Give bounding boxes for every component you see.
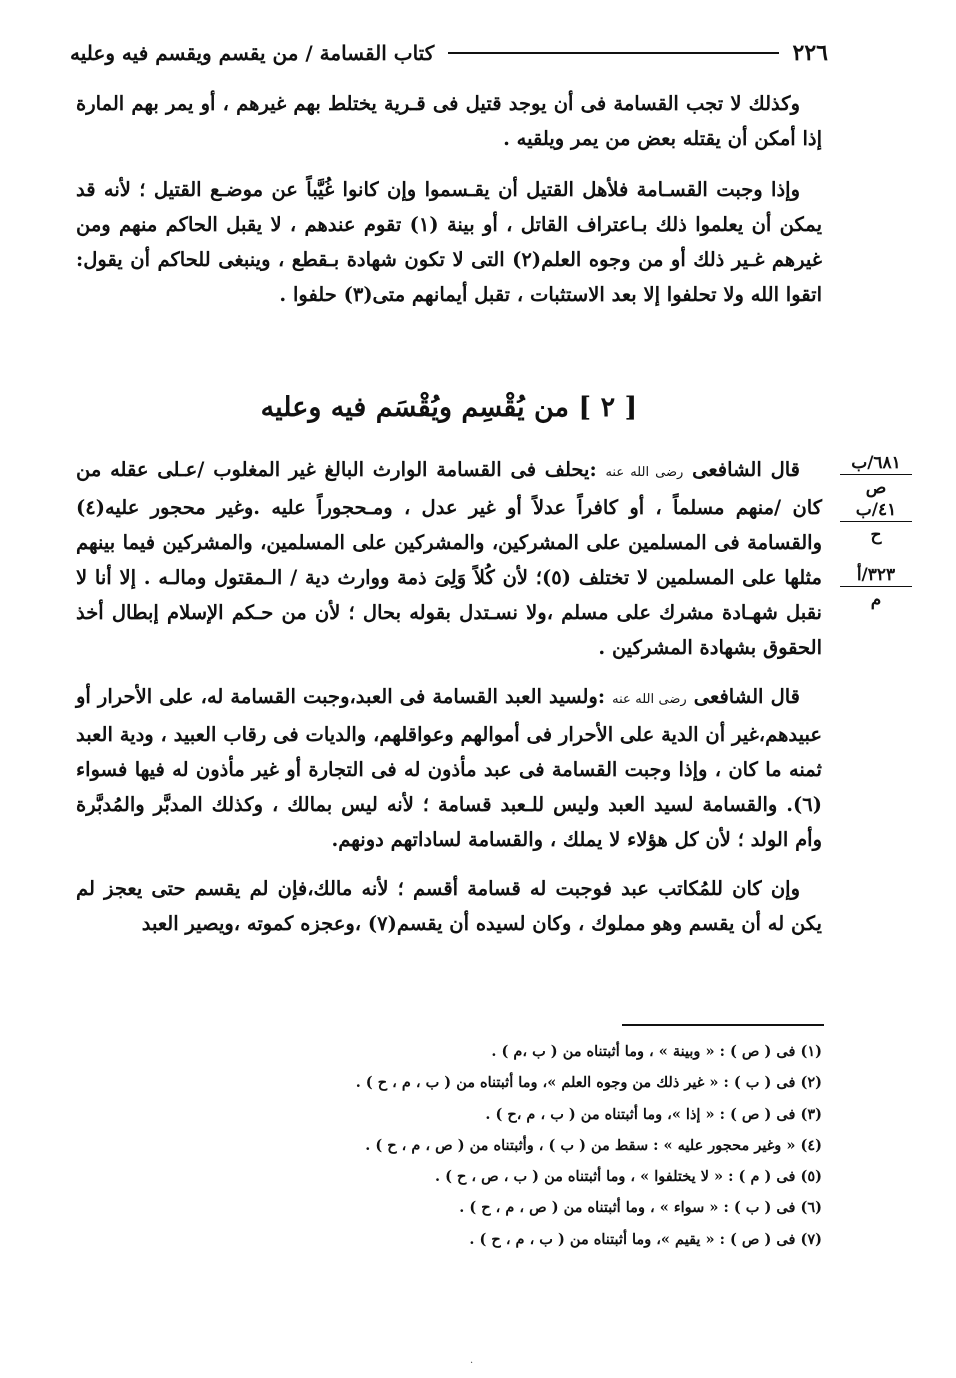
paragraph [76,679,822,857]
section-title: [ ٢ ] من يُقْسِم ويُقْسَم فيه وعليه [260,392,638,423]
speaker-label: قال الشافعى [692,458,800,481]
margin-ref: ٣٢٣/أ [840,564,912,587]
paragraph-text: :ولسيد العبد القسامة فى العبد،وجبت القسامة له، على الأحرار أو عبيدهم،غير أن الدية على الأحرار فى أموالهم وعواقلهم، والديات فى رقاب العبيد ، ودية العبد ثمنه ما كان ، وإذا وجبت القسامة فى عبد مأذون له فى التجارة أو غير مأذون له فيها فسواء (٦). والقسامة لسيد العبد وليس للـعبد قسامة ؛ لأنه ليس بمالك ، وكذلك المدبَّر والمُدبَّرة وأم الولد ؛ لأن كل هؤلاء لا يملك ، والقسامة لساداتهم دونهم. [76,685,822,851]
page-header [70,36,828,70]
footnote: (٦) فى ( ب ) : « سواء » ، وما أثبتناه من ( ص ، م ، ح ) . [459,1199,822,1217]
margin-ref: ٦٨١/ب [840,452,912,475]
paragraph: وكذلك لا تجب القسامة فى أن يوجد قتيل فى قـرية يختلط بهم غيرهم ، أو يمر بهم المارة إذا أمكن أن يقتله بعض من يمر ويلقيه . [76,92,822,150]
honorific-glyph: رضى الله عنه [605,465,684,480]
paragraph [76,452,822,665]
margin-ref: ٤١/ب [840,499,912,522]
margin-ref: م [870,590,882,610]
margin-ref: ح [870,525,882,545]
footnote: (٤) « وغير محجور عليه » : سقط من ( ب ) ، وأثبتناه من ( ص ، م ، ح ) . [365,1136,822,1154]
running-head: كتاب القسامة / من يقسم ويقسم فيه وعليه [70,41,435,65]
footnote: (١) فى ( ص ) : « وبينة » ، وما أثبتناه من ( ب ،م ) . [491,1043,822,1060]
paragraph: وإذا وجبت القسـامة فلأهل القتيل أن يقـسموا وإن كانوا غُيَّباً عن موضـع القتيل ؛ لأنه قد يمكن أن يعلموا ذلك بـاعتراف القاتل ، أو بينة (١) تقوم عندهم ، لا يقبل الحاكم منهم ومن غيرهم غـير ذلك أو من وجوه العلم(٢) التى لا تكون شهادة بـقطع ، وينبغى للحاكم أن يقول: اتقوا الله ولا تحلفوا إلا بعد الاستثبات ، تقبل أيمانهم متى(٣) حلفوا . [76,178,823,306]
paragraph-text: :يحلف فى القسامة الوارث البالغ غير المغلوب /عـلى عقله من كان /منهم مسلماً ، أو كافراً عدلاً أو غير عدل ، ومـحجوراً عليه .وغير محجور عليه(٤) والقسامة فى المسلمين على المشركين، والمشركين على المسلمين، والمشركين فيما بينهم مثلها على المسلمين لا تختلف (٥)؛ لأن كُلاً وَلِىَ ذمة ووارث دية / الـمقتول ومالـه . إلا أنا لا نقبل شهـادة مشرك على مسلم ،ولا نسـتدل بقوله بحال ؛ لأن من حـكم الإسلام إبطال أخذ الحقوق بشهادة المشركين . [76,458,822,659]
page-number: ٢٢٦ [792,40,828,66]
footnote-rule [622,1024,824,1026]
margin-references [840,452,912,611]
paragraph-text: وإن كان للمُكاتب عبد فوجبت له قسامة أقسم ؛ لأنه مالك،فإن لم يقسم حتى يعجز لم يكن له أن يقسم وهو مملوك ، وكان لسيده أن يقسم(٧) ،وعجزه كموته ،ويصير العبد [76,877,822,935]
margin-ref: ص [865,478,887,498]
honorific-glyph: رضى الله عنه [612,692,687,707]
speaker-label: قال الشافعى [693,685,801,708]
footnote: (٣) فى ( ص ) : « إذا »، وما أثبتناه من ( ب ، م ،ح ) . [485,1105,822,1123]
footnotes [200,1036,822,1255]
scan-speck: · [470,1358,474,1369]
section-text [76,452,822,941]
header-rule [448,52,778,54]
intro-text [76,86,822,312]
paragraph [76,871,822,941]
footnote: (٢) فى ( ب ) : « غير ذلك من وجوه العلم »، وما أثبتناه من ( ب ، م ، ح ) . [355,1074,822,1092]
footnote: (٧) فى ( ص ) : « يقيم »، وما أثبتناه من ( ب ، م ، ح ) . [469,1230,822,1248]
footnote: (٥) فى ( م ) : « لا يختلفوا » ، وما أثبتناه من ( ب ، ص ، ح ) . [435,1168,822,1186]
